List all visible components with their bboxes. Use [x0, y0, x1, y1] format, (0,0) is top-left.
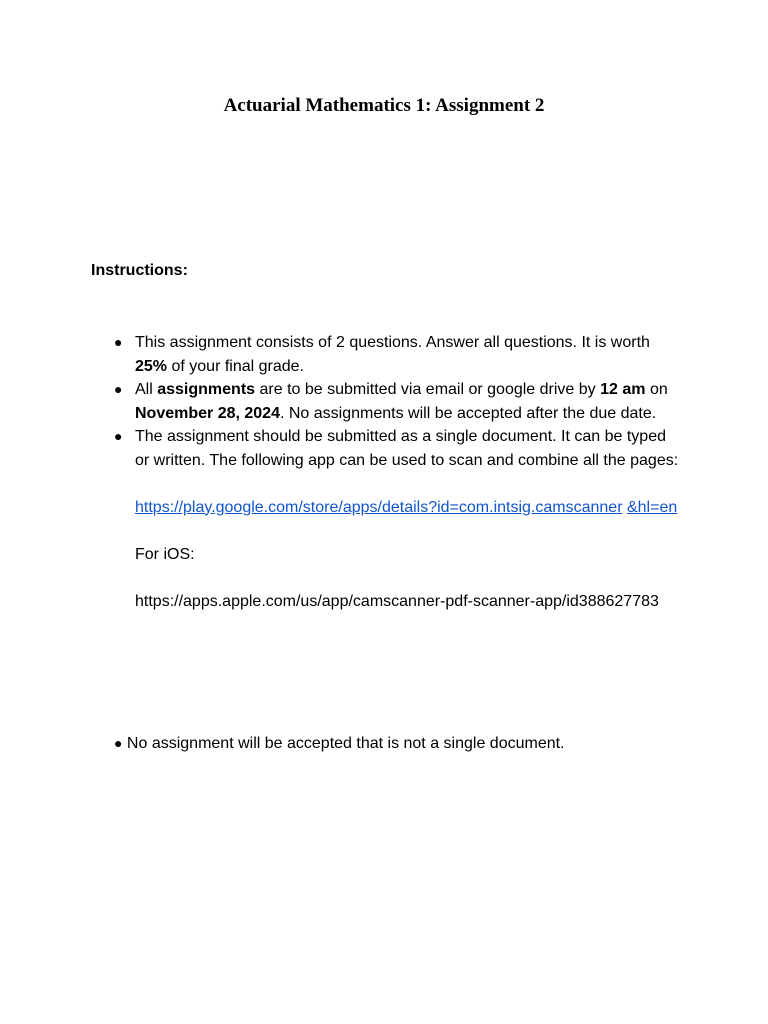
bullet-icon: ● [114, 381, 123, 397]
ios-app-url: https://apps.apple.com/us/app/camscanner-pdf-scanner-app/id388627783 [135, 592, 659, 610]
android-app-link[interactable]: https://play.google.com/store/apps/details?id=com.intsig.camscanner [135, 498, 623, 516]
list-item: ● This assignment consists of 2 questions. Answer all questions. It is worth 25% of your final grade. [114, 331, 684, 378]
document-title: Actuarial Mathematics 1: Assignment 2 [223, 95, 545, 116]
bullet-icon: ● [114, 428, 123, 444]
android-app-link-suffix[interactable]: &hl=en [626, 498, 678, 516]
bullet-icon: ● [114, 735, 123, 751]
ios-label: For iOS: [135, 545, 195, 563]
android-link-block [135, 496, 684, 520]
instructions-heading: Instructions: [91, 262, 188, 279]
instructions-list [114, 331, 684, 613]
bullet-icon: ● [114, 334, 123, 350]
due-time: 12 am [600, 381, 646, 398]
list-item [114, 732, 684, 756]
due-date: November 28, 2024 [135, 404, 280, 422]
single-document-rule: No assignment will be accepted that is not a single document. [126, 735, 565, 752]
assignments-emphasis: assignments [157, 381, 256, 398]
submission-text: The assignment should be submitted as a single document. It can be typed or written. The following app can be used to scan and combine all the pages: [135, 428, 679, 469]
list-item: ● All assignments are to be submitted via email or google drive by 12 am on November 28, 2024. No assignments will be accepted after the due date. [114, 378, 684, 425]
grade-weight: 25% [135, 357, 168, 375]
list-item [114, 425, 684, 613]
